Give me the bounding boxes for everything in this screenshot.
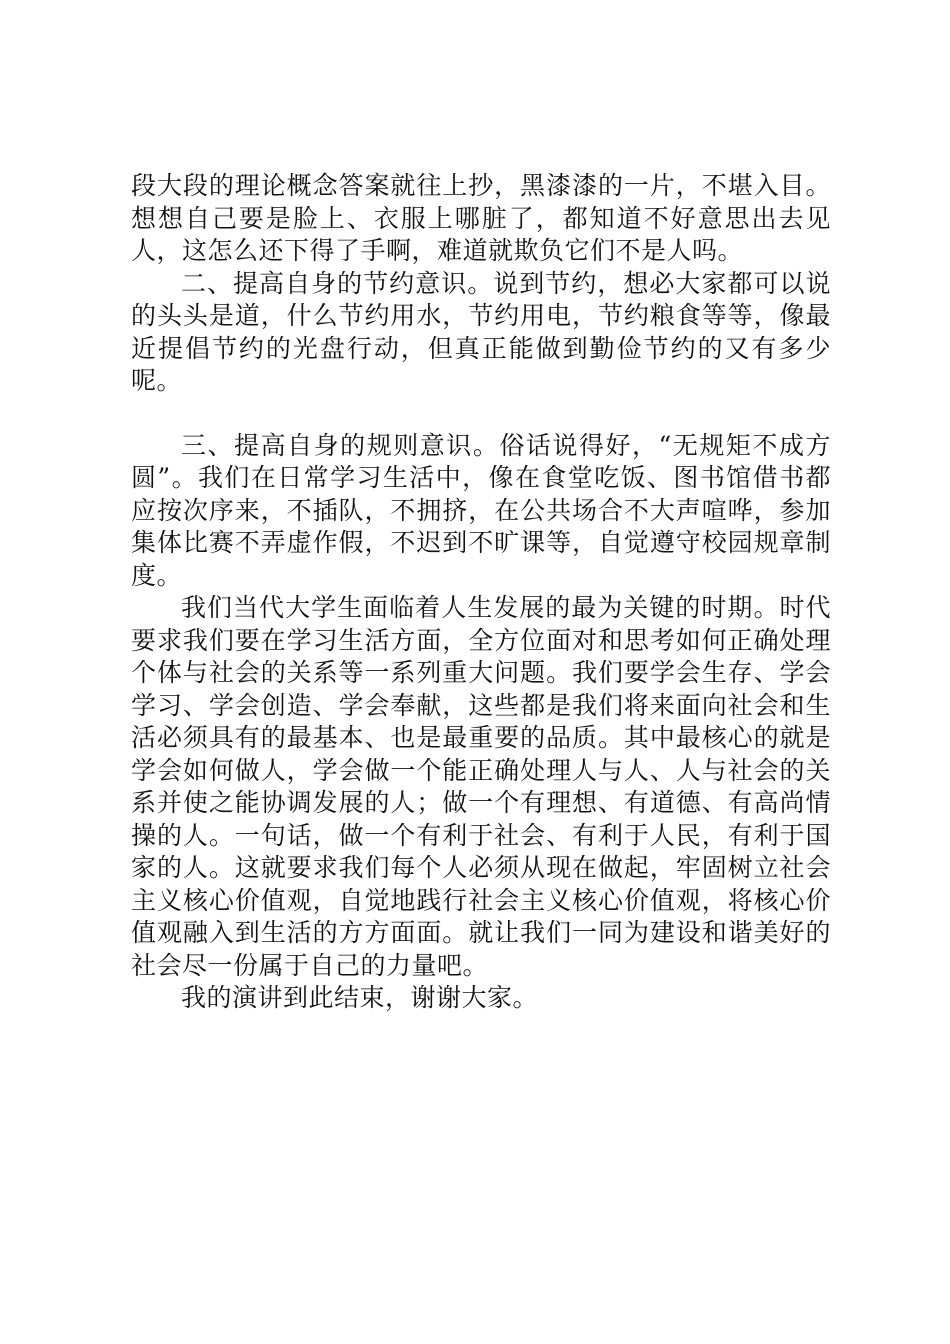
paragraph-closing: 我的演讲到此结束，谢谢大家。 [181, 983, 539, 1012]
paragraph-thrift-awareness: 二、提高自身的节约意识。说到节约，想必大家都可以说的头头是道，什么节约用水，节约用电，节约粮食等等，像最近提倡节约的光盘行动，但真正能做到勤俭节约的又有多少呢。 [131, 268, 831, 395]
paragraph-college-students: 我们当代大学生面临着人生发展的最为关键的时期。时代要求我们要在学习生活方面，全方位面对和思考如何正确处理个体与社会的关系等一系列重大问题。我们要学会生存、学会学习、学会创造、学会奉献，这些都是我们将来面向社会和生活必须具有的最基本、也是最重要的品质。其中最核心的就是学会如何做人，学会做一个能正确处理人与人、人与社会的关系并使之能协调发展的人；做一个有理想、有道德、有高尚情操的人。一句话，做一个有利于社会、有利于人民，有利于国家的人。这就要求我们每个人必须从现在做起，牢固树立社会主义核心价值观，自觉地践行社会主义核心价值观，将核心价值观融入到生活的方方面面。就让我们一同为建设和谐美好的社会尽一份属于自己的力量吧。 [131, 593, 831, 980]
paragraph-rule-awareness: 三、提高自身的规则意识。俗话说得好，“无规矩不成方圆”。我们在日常学习生活中，像在食堂吃饭、图书馆借书都应按次序来，不插队，不拥挤，在公共场合不大声喧哗，参加集体比赛不弄虚作假，不迟到不旷课等，自觉遵守校园规章制度。 [131, 430, 831, 590]
document-body [131, 170, 831, 1015]
paragraph-continuation: 段大段的理论概念答案就往上抄，黑漆漆的一片，不堪入目。想想自己要是脸上、衣服上哪脏了，都知道不好意思出去见人，这怎么还下得了手啊，难道就欺负它们不是人吗。 [131, 171, 831, 265]
